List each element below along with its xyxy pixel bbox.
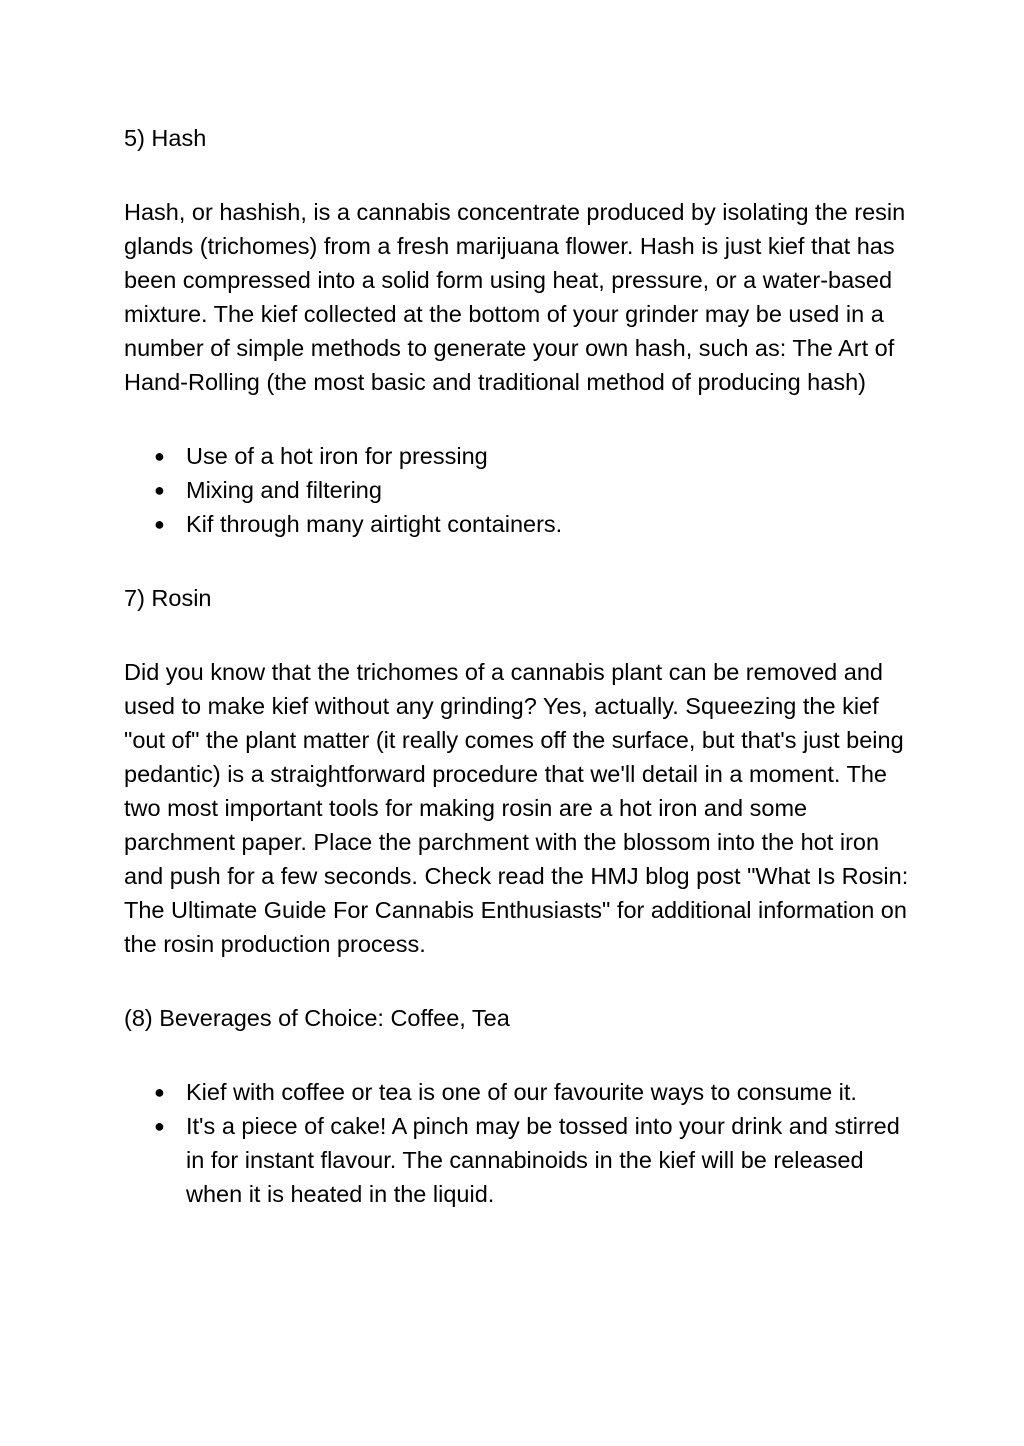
document-page: [124, 121, 914, 1211]
list-item: ● Kif through many airtight containers.: [186, 507, 914, 541]
list-item: ● It's a piece of cake! A pinch may be tossed into your drink and stirred in for instant flavour. The cannabinoids in the kief will be released when it is heated in the liquid.: [186, 1109, 914, 1211]
bullet-icon: ●: [154, 1116, 165, 1136]
section-heading-hash: 5) Hash: [124, 125, 207, 151]
bullet-icon: ●: [154, 446, 165, 466]
bullet-icon: ●: [154, 1082, 165, 1102]
list-item: ● Use of a hot iron for pressing: [186, 439, 914, 473]
hash-paragraph: Hash, or hashish, is a cannabis concentrate produced by isolating the resin glands (trichomes) from a fresh marijuana flower. Hash is just kief that has been compressed into a solid form using heat, pressure, or a water-based mixture. The kief collected at the bottom of your grinder may be used in a number of simple methods to generate your own hash, such as: The Art of Hand-Rolling (the most basic and traditional method of producing hash): [124, 199, 906, 395]
section-heading-beverages: (8) Beverages of Choice: Coffee, Tea: [124, 1005, 510, 1031]
hash-method-list: [124, 439, 914, 541]
bullet-icon: ●: [154, 480, 165, 500]
section-heading-rosin: 7) Rosin: [124, 585, 212, 611]
beverages-list: [124, 1075, 914, 1211]
list-item: ● Kief with coffee or tea is one of our favourite ways to consume it.: [186, 1075, 914, 1109]
list-item: ● Mixing and filtering: [186, 473, 914, 507]
rosin-paragraph: Did you know that the trichomes of a cannabis plant can be removed and used to make kief without any grinding? Yes, actually. Squeezing the kief "out of" the plant matter (it really comes off the surface, but that's just being pedantic) is a straightforward procedure that we'll detail in a moment. The two most important tools for making rosin are a hot iron and some parchment paper. Place the parchment with the blossom into the hot iron and push for a few seconds. Check read the HMJ blog post "What Is Rosin: The Ultimate Guide For Cannabis Enthusiasts" for additional information on the rosin production process.: [124, 659, 909, 957]
bullet-icon: ●: [154, 514, 165, 534]
